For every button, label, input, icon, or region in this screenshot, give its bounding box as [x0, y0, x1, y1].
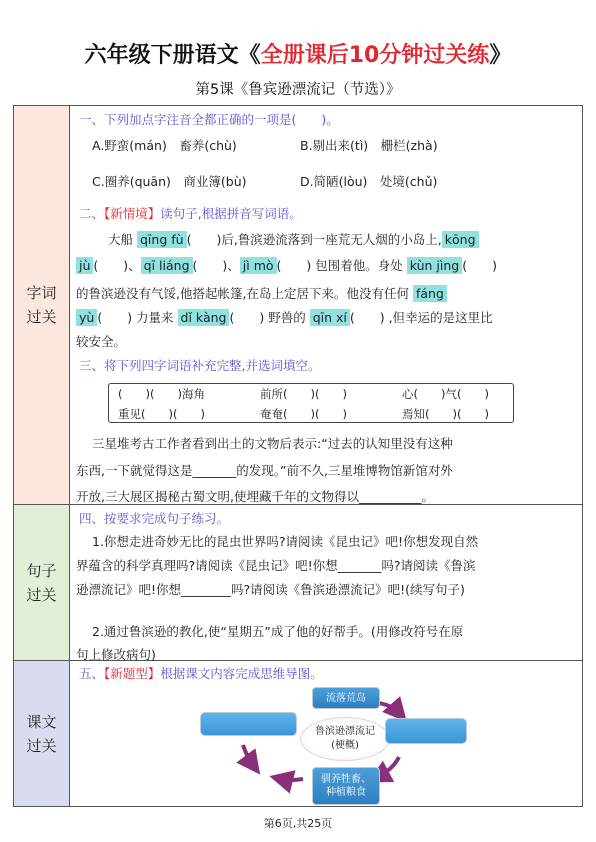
arrow-icon [378, 757, 399, 777]
mind-map-blank-right-ext[interactable] [385, 718, 467, 744]
q1-option-b[interactable]: B.剔出来(tì) 栅栏(zhà) [300, 138, 438, 153]
pinyin-blank: kùn jìng [407, 257, 462, 274]
mind-map-blank-left[interactable] [200, 712, 297, 736]
q3-stem: 三、将下列四字词语补充完整,并选词填空。 [79, 358, 321, 373]
q4-sentence-1: 1.你想走进奇妙无比的昆虫世界吗?请阅读《昆虫记》吧!你想发现自然 [92, 534, 479, 549]
pinyin-blank: qī liáng [141, 257, 193, 274]
section-label-kw: 课文 过关 [26, 712, 57, 755]
q3-passage-line: 三星堆考古工作者看到出土的文物后表示:“过去的认知里没有这种 [92, 436, 453, 451]
q4-sentence-2: 句上修改病句) [76, 647, 156, 662]
arrow-icon [378, 703, 399, 713]
q4-stem: 四、按要求完成句子练习。 [79, 511, 230, 526]
pinyin-blank: qīng fù [137, 231, 187, 248]
pinyin-blank: kōng [442, 231, 479, 248]
idiom-item[interactable]: 重见( )( ) [118, 407, 205, 421]
q2-line-5: 较安全。 [76, 334, 127, 349]
idiom-item[interactable]: 奄奄( )( ) [260, 407, 347, 421]
section-label-ju: 句子 过关 [26, 561, 57, 604]
idiom-item[interactable]: ( )( )海角 [118, 387, 205, 401]
mind-map-center: 鲁滨逊漂流记 (梗概) [300, 717, 390, 761]
idiom-item[interactable]: 心( )气( ) [402, 387, 489, 401]
q3-passage-line: 东西,一下就觉得这是_______的发现。”前不久,三星堆博物馆新馆对外 [76, 463, 453, 478]
pinyin-blank: dǐ kàng [178, 309, 230, 326]
q2-stem: 二、【新情境】读句子,根据拼音写词语。 [79, 206, 302, 221]
pinyin-blank: jù [76, 257, 93, 274]
q2-line-2: jù ( )、 qī liáng ( )、 jì mò ( ) 包围着他。身处 kùn jìng ( ) [76, 256, 497, 274]
page-number: 第6页,共25页 [263, 817, 333, 830]
mind-map-node-top: 流落荒岛 [312, 687, 380, 709]
q2-line-4: yù ( ) 力量来 dǐ kàng ( ) 野兽的 qīn xí ( ) ,但幸运的是这里比 [76, 308, 493, 326]
q2-line-1: 大船 qīng fù ( )后,鲁滨逊流落到一座荒无人烟的小岛上, kōng [108, 230, 479, 248]
pinyin-blank: qīn xí [310, 309, 350, 326]
q1-option-d[interactable]: D.简陋(lòu) 处境(chǔ) [300, 174, 438, 189]
q2-line-3: 的鲁滨逊没有气馁,他搭起帐篷,在岛上定居下来。他没有任何 fáng [76, 284, 447, 302]
section-label-ci: 字词 过关 [26, 284, 57, 326]
idiom-item[interactable]: 焉知( )( ) [402, 407, 489, 421]
pinyin-blank: yù [76, 309, 97, 326]
page-title: 六年级下册语文《全册课后10分钟过关练》 [84, 43, 512, 68]
q4-sentence-1: 逊漂流记》吧!你想________吗?请阅读《鲁滨逊漂流记》吧!(续写句子) [76, 582, 465, 597]
lesson-subtitle: 第5课《鲁宾逊漂流记（节选）》 [195, 82, 401, 98]
arrow-icon [281, 779, 303, 780]
idiom-item[interactable]: 前所( )( ) [260, 387, 347, 401]
mind-map-node-bottom: 驯养牲畜、 种植粮食 [312, 767, 380, 805]
q3-passage-line: 开放,三大展区揭秘古蜀文明,使埋藏千年的文物得以__________。 [76, 489, 434, 504]
q5-stem: 五、【新题型】根据课文内容完成思维导图。 [79, 666, 323, 681]
q4-sentence-2: 2.通过鲁滨逊的教化,使“星期五”成了他的好帮手。(用修改符号在原 [92, 624, 464, 639]
mind-map [195, 685, 420, 805]
q1-stem: 一、下列加点字注音全都正确的一项是( )。 [79, 112, 339, 127]
pinyin-blank: jì mò [240, 257, 277, 274]
q1-option-c[interactable]: C.圈养(quān) 商业簿(bù) [92, 174, 247, 189]
q1-option-a[interactable]: A.野蛮(mán) 畜养(chù) [92, 138, 237, 153]
arrow-icon [243, 745, 253, 765]
q4-sentence-1: 界蕴含的科学真理吗?请阅读《昆虫记》吧!你想_______吗?请阅读《鲁滨 [76, 558, 476, 573]
pinyin-blank: fáng [413, 285, 447, 302]
